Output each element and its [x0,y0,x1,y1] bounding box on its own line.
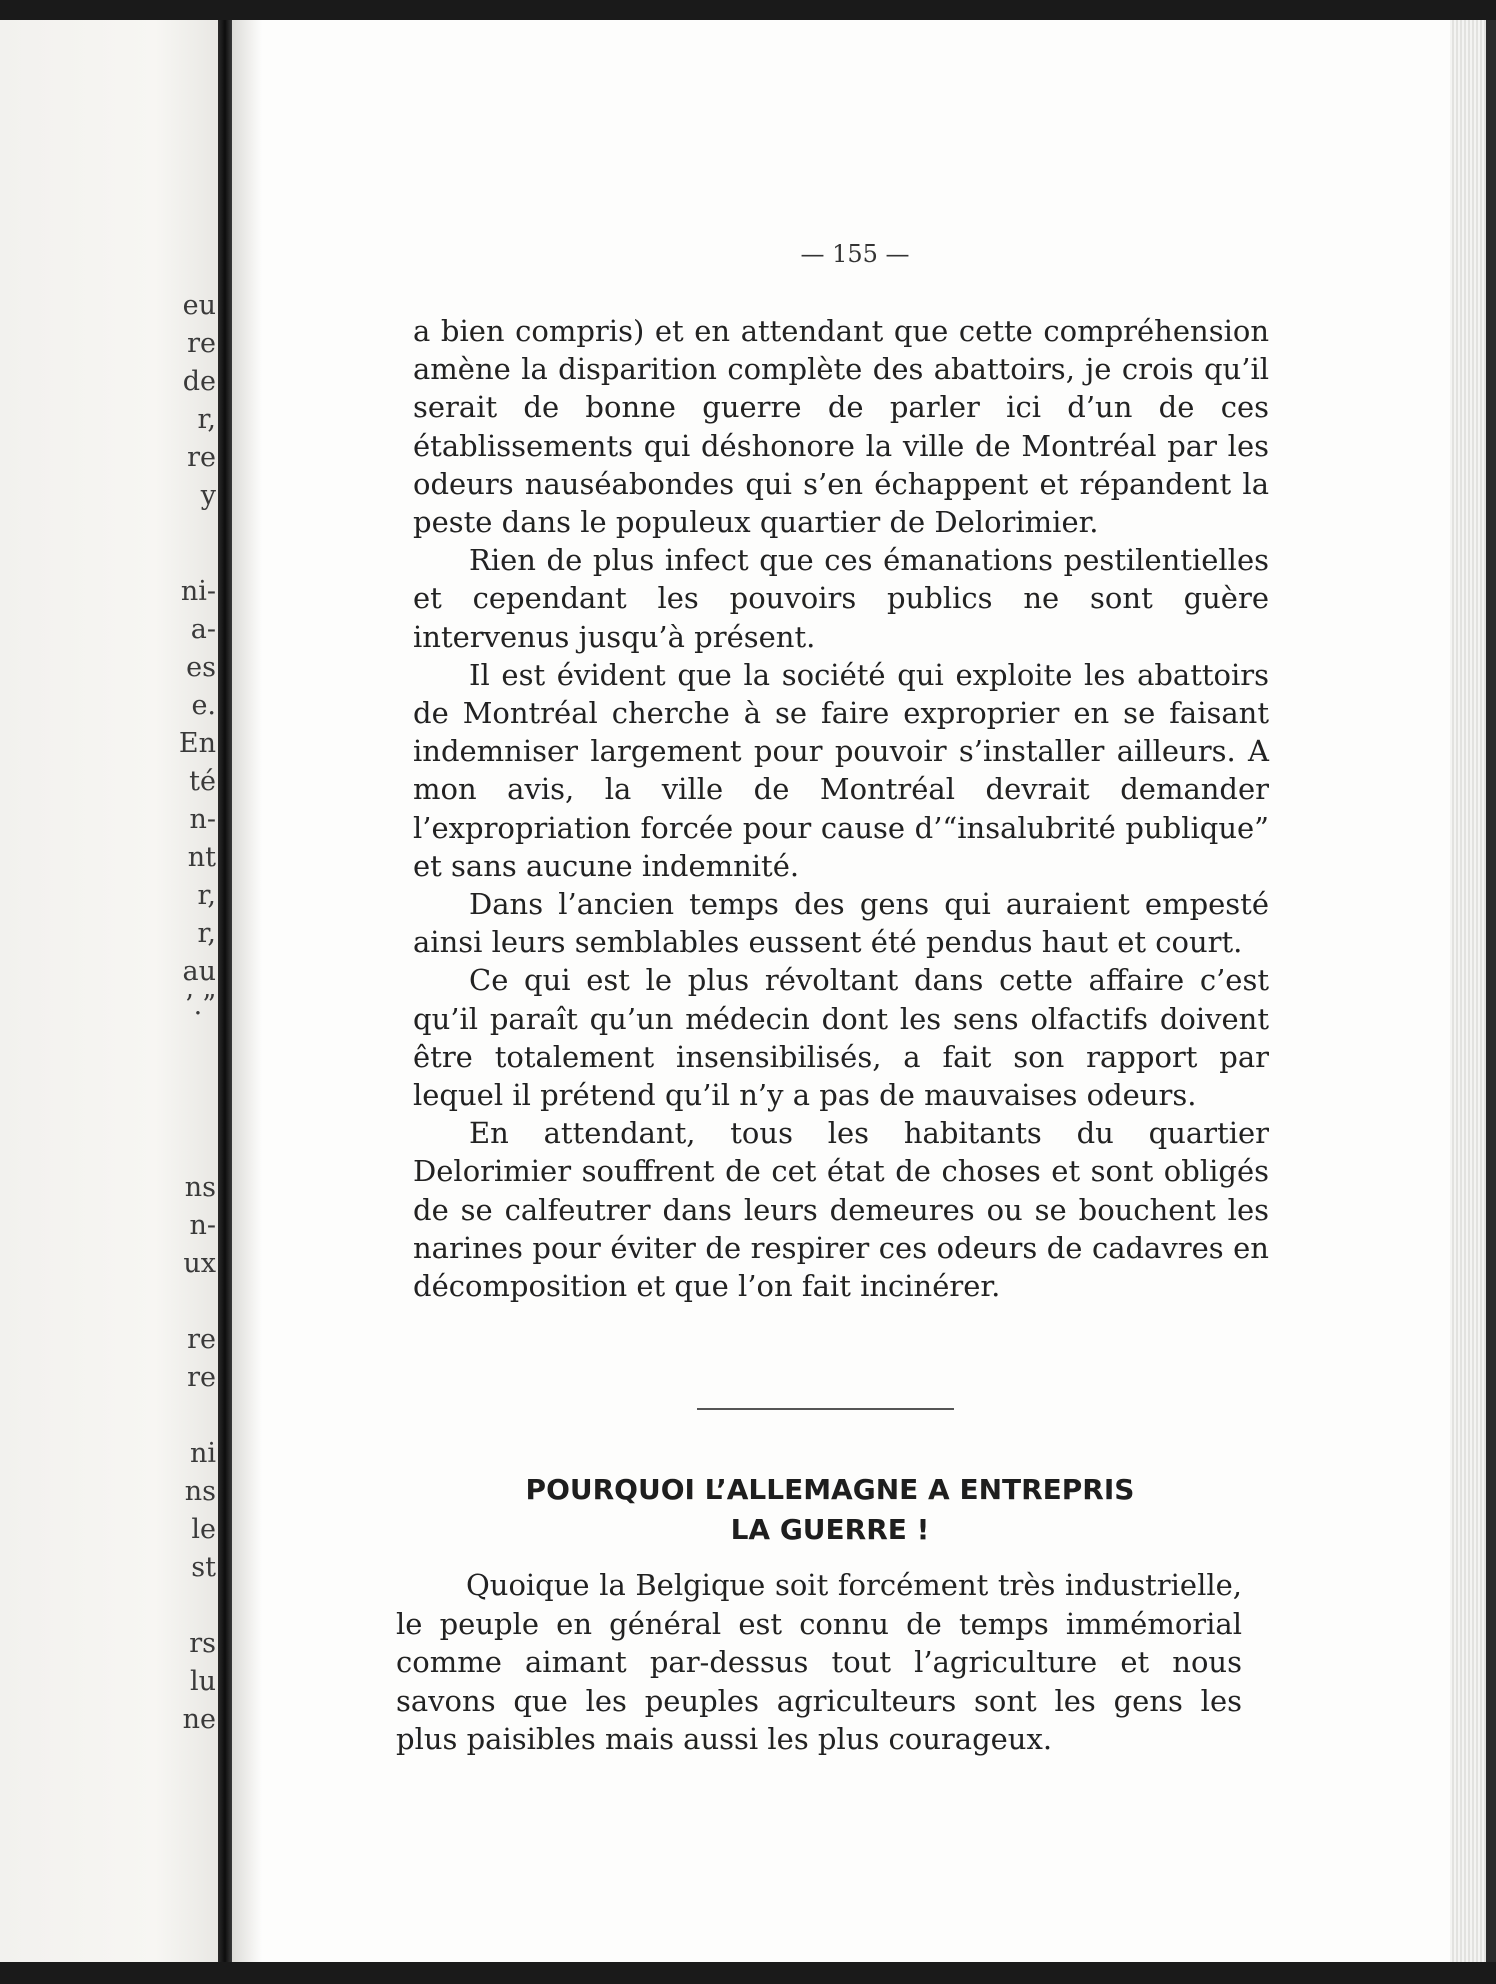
facing-page-fragment: nt [187,842,216,873]
facing-page-fragment: st [191,1552,216,1583]
scan-bottom-border [0,1962,1496,1984]
facing-page-fragment: re [187,442,216,473]
paragraph: Il est évident que la société qui exploite les abattoirs de Montréal cherche à se faire exproprier en se faisant indemniser largement pour pouvoir s’installer ailleurs. A mon avis, la ville de Montréal devrait demander l’expropriation forcée pour cause d’“insalubrité publique” et sans aucune indemnité. [413,657,1269,883]
facing-page-fragment: n- [189,804,216,835]
facing-page-fragment: ux [183,1248,216,1279]
facing-page-fragment: au [182,956,216,987]
facing-page-fragment: ns [184,1476,216,1507]
facing-page-fragment: es [186,652,216,683]
facing-page-fragment: re [187,1324,216,1355]
heading-line-1: POURQUOI L’ALLEMAGNE A ENTREPRIS [525,1473,1135,1506]
facing-page-fragment: ne [182,1704,216,1735]
paragraph: Ce qui est le plus révoltant dans cette affaire c’est qu’il paraît qu’un médecin dont les sens olfactifs doivent être totalement insensibilisés, a fait son rapport par lequel il prétend qu’il n’y a pas de mauvaises odeurs. [413,963,1269,1113]
scan-top-border [0,0,1496,20]
facing-page-fragment: ni [189,1438,216,1469]
paragraph: Dans l’ancien temps des gens qui auraient empesté ainsi leurs semblables eussent été pendus haut et court. [413,887,1269,960]
facing-page-fragment: r, [197,404,216,435]
facing-page-fragment: ns [184,1172,216,1203]
facing-page-fragment: En [178,728,216,759]
facing-page-fragment: e. [191,690,216,721]
facing-page-fragment: le [191,1514,216,1545]
section-divider [697,1408,954,1410]
paragraph: En attendant, tous les habitants du quartier Delorimier souffrent de cet état de choses et sont obligés de se calfeutrer dans leurs demeures ou se bouchent les narines pour éviter de respirer ces odeurs de cadavres en décomposition et que l’on fait incinérer. [413,1116,1269,1304]
facing-page-fragment: té [189,766,216,797]
section-body [396,1566,1242,1759]
heading-line-2: LA GUERRE ! [730,1513,930,1546]
paragraph: Quoique la Belgique soit forcément très industrielle, le peuple en général est connu de temps immémorial comme aimant par-dessus tout l’agriculture et nous savons que les peuples agriculteurs sont les gens les plus paisibles mais aussi les plus courageux. [396,1568,1242,1756]
facing-page-fragment: lu [189,1666,216,1697]
facing-page-fragment: r, [197,918,216,949]
facing-page-fragment: re [187,328,216,359]
facing-page-fragment: n- [189,1210,216,1241]
facing-page-fragment: y [200,480,216,511]
page-number: — 155 — [800,240,910,268]
paragraph: a bien compris) et en attendant que cette compréhension amène la disparition complète des abattoirs, je crois qu’il serait de bonne guerre de parler ici d’un de ces établissements qui déshonore la ville de Montréal par les odeurs nauséabondes qui s’en échappent et répandent la peste dans le populeux quartier de Delorimier. [413,314,1269,540]
body-text [413,312,1269,1305]
facing-page-fragment: de [182,366,216,397]
scan-right-border [1486,20,1496,1962]
facing-page-fragment: eu [182,290,216,321]
facing-page-fragment: rs [189,1628,216,1659]
paragraph: Rien de plus infect que ces émanations pestilentielles et cependant les pouvoirs publics ne sont guère intervenus jusqu’à présent. [413,543,1269,654]
book-binding [218,20,232,1962]
facing-page-fragment: a- [190,614,216,645]
gutter-shadow [232,20,262,1962]
facing-page-fragment: re [187,1362,216,1393]
facing-page-fragment: r, [197,880,216,911]
facing-page-fragment: ni- [180,576,216,607]
facing-page-fragment: ’.” [185,990,216,1021]
facing-page-edge [0,20,222,1962]
section-heading [430,1470,1230,1550]
